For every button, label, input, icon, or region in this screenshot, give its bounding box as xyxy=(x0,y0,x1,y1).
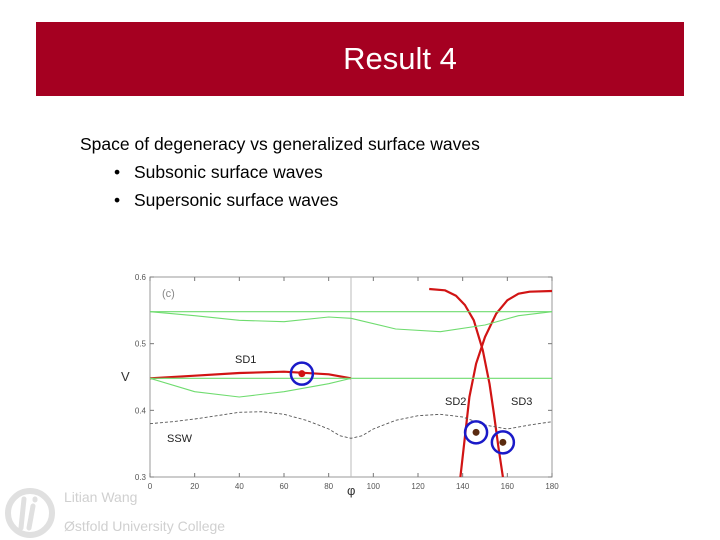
y-tick-label: 0.4 xyxy=(134,406,146,416)
marker-dot-sd2 xyxy=(473,429,480,436)
bullet-text: Supersonic surface waves xyxy=(134,190,339,210)
slide-title: Result 4 xyxy=(343,41,457,76)
series-line-red-0 xyxy=(150,372,351,379)
x-tick-label: 120 xyxy=(411,482,425,491)
bullet-text: Subsonic surface waves xyxy=(134,162,323,182)
marker-dot-sd1 xyxy=(298,370,305,377)
slide-body xyxy=(80,130,480,214)
footer-author: Litian Wang xyxy=(64,489,138,505)
x-tick-label: 80 xyxy=(324,482,334,491)
x-tick-label: 0 xyxy=(147,482,153,491)
x-tick-label: 180 xyxy=(545,482,559,491)
marker-group xyxy=(291,363,514,454)
x-tick-label: 20 xyxy=(190,482,200,491)
marker-dot-sd3 xyxy=(499,439,506,446)
x-tick-label: 40 xyxy=(234,482,244,491)
panel-label: (c) xyxy=(162,288,175,300)
intro-text: Space of degeneracy vs generalized surface waves xyxy=(80,134,480,154)
bullet-dot: • xyxy=(114,190,121,210)
bullet-item xyxy=(80,158,480,186)
tick-group xyxy=(135,273,559,491)
y-axis-label: V xyxy=(121,369,130,384)
annotation-sd3: SD3 xyxy=(511,396,533,408)
bullet-item xyxy=(80,186,480,214)
college-logo xyxy=(2,486,58,540)
y-tick-label: 0.6 xyxy=(134,273,146,282)
annotation-ssw: SSW xyxy=(167,433,193,445)
series-line-red-2 xyxy=(429,289,503,477)
series-line-green-6 xyxy=(150,378,351,397)
annotation-sd2: SD2 xyxy=(445,396,467,408)
annotation-sd1: SD1 xyxy=(235,354,257,366)
y-tick-label: 0.5 xyxy=(134,339,146,349)
footer-org: Østfold University College xyxy=(64,518,226,534)
x-tick-label: 160 xyxy=(500,482,515,491)
dispersion-plot xyxy=(115,265,575,505)
x-tick-label: 100 xyxy=(366,482,381,491)
bullet-dot: • xyxy=(114,162,121,182)
title-bar xyxy=(36,22,684,96)
y-tick-label: 0.3 xyxy=(134,473,146,482)
x-tick-label: 60 xyxy=(279,482,289,491)
x-tick-label: 140 xyxy=(455,482,470,491)
x-axis-label: φ xyxy=(347,483,356,498)
